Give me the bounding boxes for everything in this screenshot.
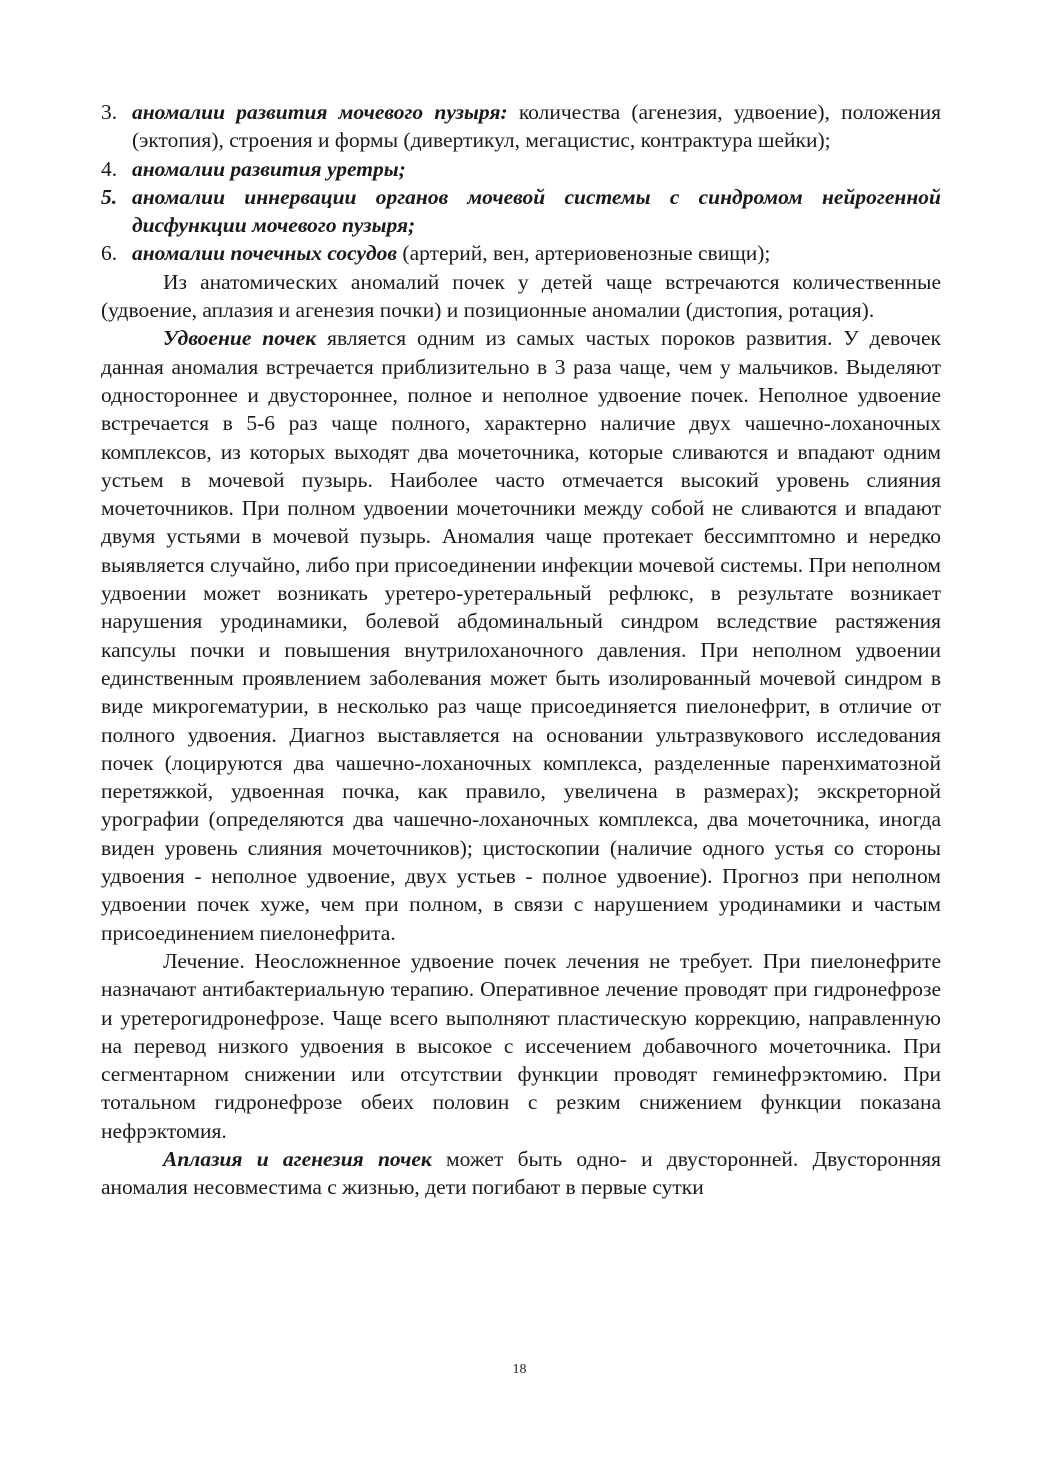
- term-kidney-duplication: Удвоение почек: [163, 326, 317, 351]
- paragraph-kidney-duplication: [101, 324, 941, 947]
- list-item-4: [101, 155, 941, 183]
- list-text: количества (агенезия, удвоение), положения (эктопия), строения и формы (дивертикул, мегацистис, контрактура шейки);: [132, 100, 941, 153]
- list-number: 3.: [101, 100, 118, 124]
- list-number: 6.: [101, 241, 118, 266]
- list-number: 5.: [101, 184, 118, 209]
- list-term: аномалии почечных сосудов: [132, 241, 398, 266]
- paragraph-text: может быть одно- и двусторонней. Двусторонняя аномалия несовместима с жизнью, дети погибают в первые сутки: [101, 1146, 941, 1200]
- list-term: аномалии иннервации органов мочевой системы с синдромом нейрогенной дисфункции мочевого пузыря;: [132, 184, 941, 238]
- list-term: аномалии развития мочевого пузыря:: [132, 100, 508, 124]
- list-term: аномалии развития уретры;: [132, 156, 406, 181]
- list-text: (артерий, вен, артериовенозные свищи);: [397, 241, 771, 266]
- paragraph-treatment: Лечение. Неосложненное удвоение почек лечения не требует. При пиелонефрите назначают антибактериальную терапию. Оперативное лечение проводят при гидронефрозе и уретерогидронефрозе. Чаще всего выполняют пластическую коррекцию, направленную на перевод низкого удвоения в высокое с иссечением добавочного мочеточника. При сегментарном снижении или отсутствии функции проводят геминефрэктомию. При тотальном гидронефрозе обеих половин с резким снижением функции показана нефрэктомия.: [101, 948, 941, 1143]
- paragraph-anomalies: Из анатомических аномалий почек у детей чаще встречаются количественные (удвоение, аплазия и агенезия почки) и позиционные аномалии (дистопия, ротация).: [101, 269, 941, 323]
- term-aplasia-agenesis: Аплазия и агенезия почек: [163, 1146, 432, 1171]
- page-number: 18: [512, 1362, 527, 1377]
- paragraph-aplasia: [101, 1145, 941, 1202]
- list-item-6: [101, 239, 941, 267]
- list-number: 4.: [101, 156, 118, 181]
- list-item-3: [101, 98, 941, 155]
- document-body: [101, 98, 941, 1202]
- list-item-5: [101, 183, 941, 240]
- paragraph-text: является одним из самых частых пороков развития. У девочек данная аномалия встречается приблизительно в 3 раза чаще, чем у мальчиков. Выделяют одностороннее и двустороннее, полное и неполное удвоение почек. Неполное удвоение встречается в 5-6 раз чаще полного, характерно наличие двух чашечно-лоханочных комплексов, из которых выходят два мочеточника, которые сливаются и впадают одним устьем в мочевой пузырь. Наиболее часто отмечается высокий уровень слияния мочеточников. При полном удвоении мочеточники между собой не сливаются и впадают двумя устьями в мочевой пузырь. Аномалия чаще протекает бессимптомно и нередко выявляется случайно, либо при присоединении инфекции мочевой системы. При неполном удвоении может возникать уретеро-уретеральный рефлюкс, в результате возникает нарушения уродинамики, болевой абдоминальный синдром вследствие растяжения капсулы почки и повышения внутрилоханочного давления. При неполном удвоении единственным проявлением заболевания может быть изолированный мочевой синдром в виде микрогематурии, в несколько раз чаще присоединяется пиелонефрит, в отличие от полного удвоения. Диагноз выставляется на основании ультразвукового исследования почек (лоцируются два чашечно-лоханочных комплекса, разделенные паренхиматозной перетяжкой, удвоенная почка, как правило, увеличена в размерах); экскреторной урографии (определяются два чашечно-лоханочных комплекса, два мочеточника, иногда виден уровень слияния мочеточников); цистоскопии (наличие одного устья со стороны удвоения - неполное удвоение, двух устьев - полное удвоение). Прогноз при неполном удвоении почек хуже, чем при полном, в связи с нарушением уродинамики и частым присоединением пиелонефрита.: [101, 326, 941, 945]
